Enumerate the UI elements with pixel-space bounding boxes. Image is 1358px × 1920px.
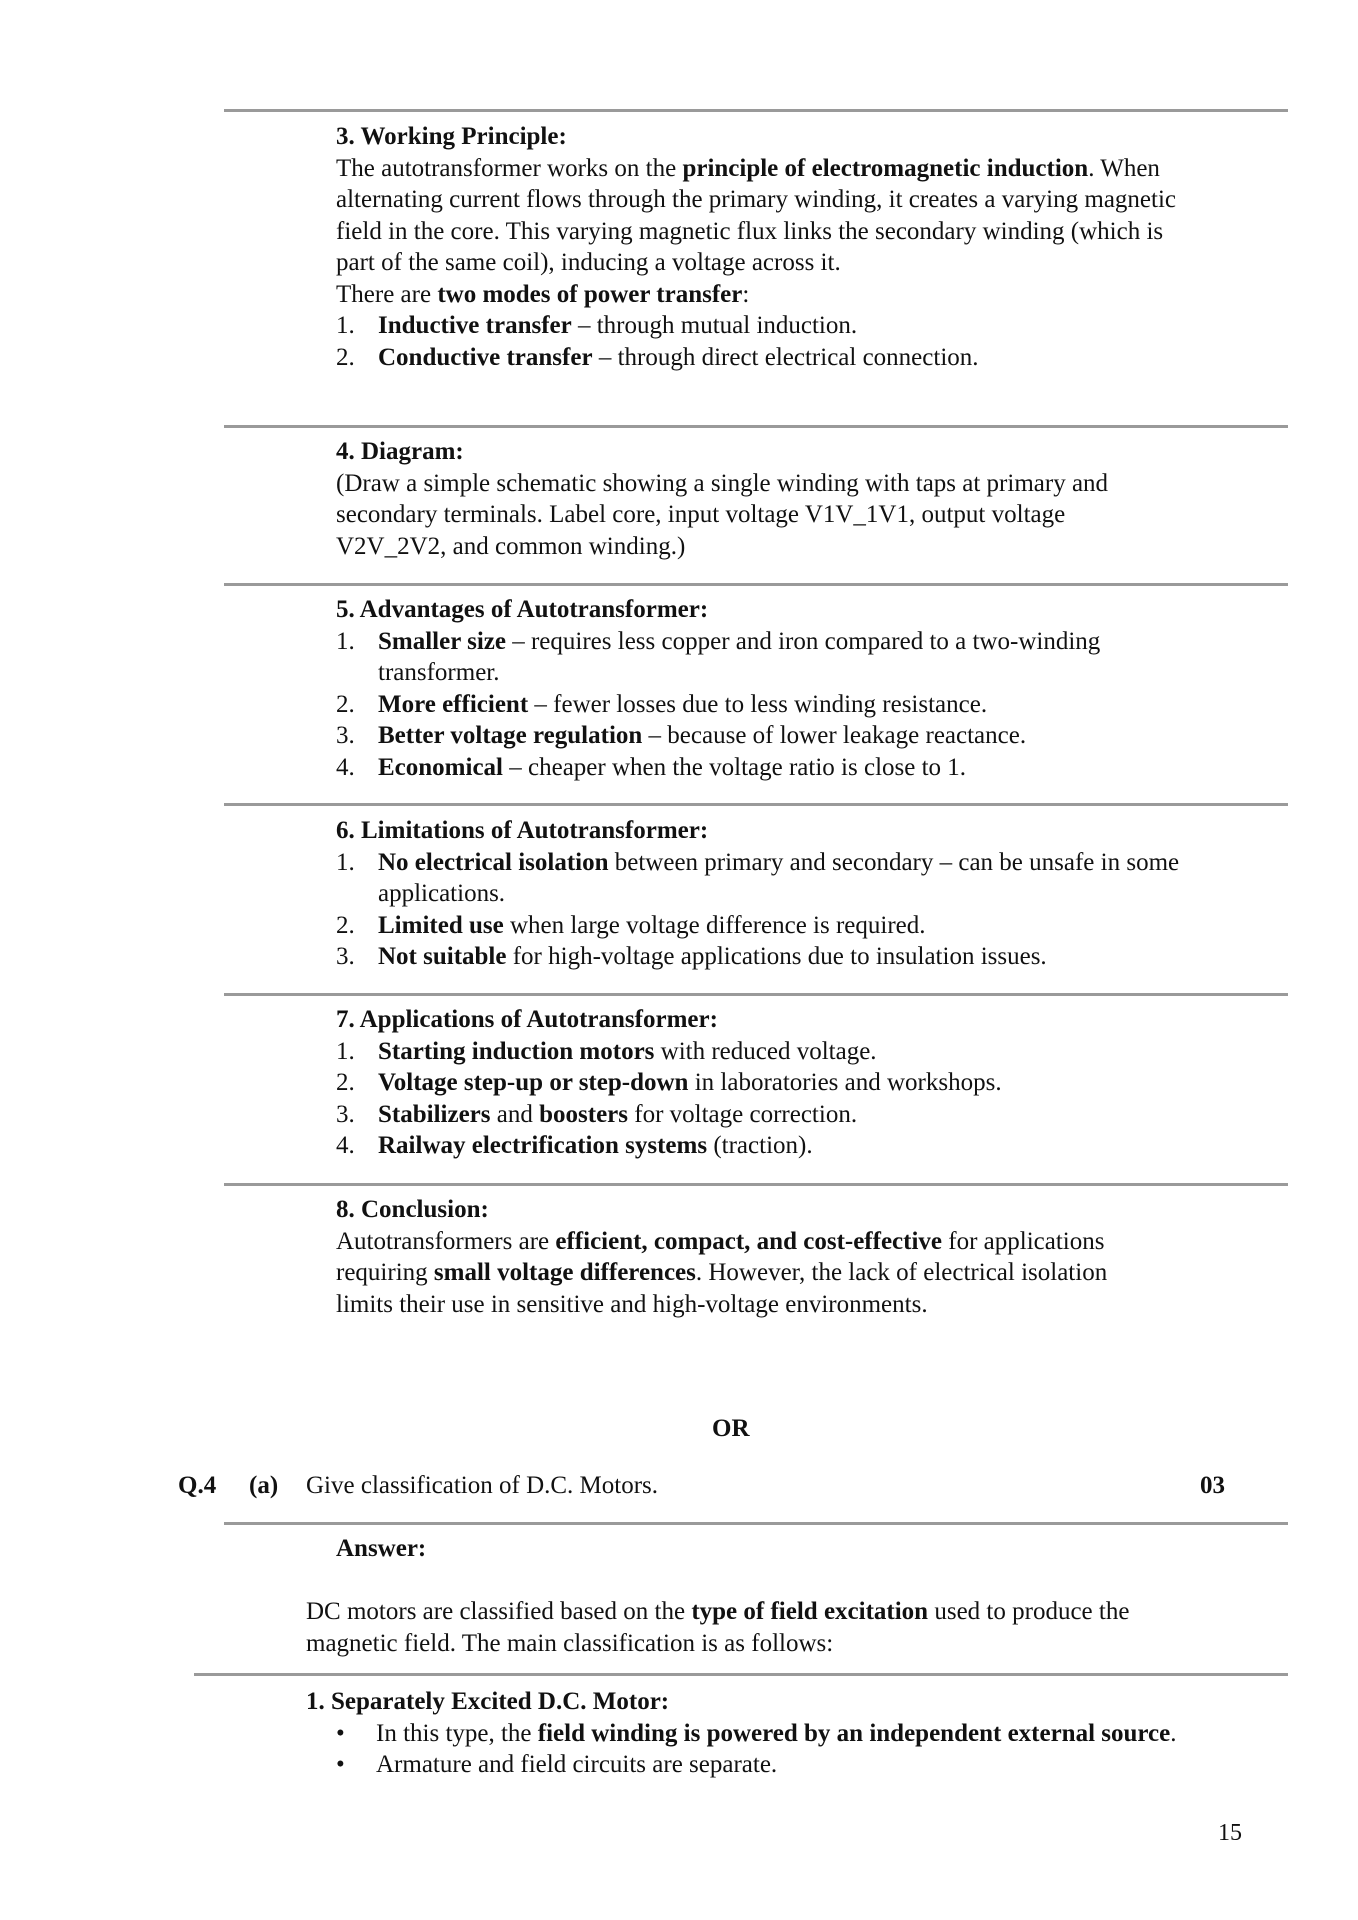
section-separately-excited xyxy=(306,1686,1206,1781)
list-item: 2. Conductive transfer – through direct electrical connection. xyxy=(336,343,979,371)
numbered-list xyxy=(336,626,1196,784)
list-item: 1. Starting induction motors with reduced voltage. xyxy=(336,1037,877,1065)
section-divider xyxy=(224,803,1288,806)
section-applications xyxy=(336,1004,1196,1162)
section-advantages xyxy=(336,594,1196,783)
question-marks: 03 xyxy=(1200,1472,1225,1499)
question-part: (a) xyxy=(249,1472,279,1499)
answer-label: Answer: xyxy=(336,1535,427,1562)
list-item: • In this type, the field winding is powered by an independent external source. xyxy=(306,1718,1206,1750)
list-item: 3. Stabilizers and boosters for voltage correction. xyxy=(336,1100,858,1128)
list-item: 2. Voltage step-up or step-down in laboratories and workshops. xyxy=(336,1069,1002,1096)
numbered-list xyxy=(336,310,1196,373)
section-heading: 5. Advantages of Autotransformer: xyxy=(336,596,709,623)
list-item: 2. More efficient – fewer losses due to less winding resistance. xyxy=(336,690,988,718)
paragraph: Autotransformers are efficient, compact, and cost-effective for applications requiring small voltage differences. However, the lack of electrical isolation limits their use in sensitive and high-voltage environments. xyxy=(336,1227,1108,1318)
list-item: 4. Railway electrification systems (traction). xyxy=(336,1132,813,1159)
section-divider xyxy=(224,425,1288,428)
list-item: 1. No electrical isolation between primary and secondary – can be unsafe in some applications. xyxy=(336,848,1180,907)
section-working-principle xyxy=(336,121,1196,373)
section-heading: 3. Working Principle: xyxy=(336,123,567,150)
numbered-list xyxy=(336,847,1196,973)
list-item: 3. Not suitable for high-voltage applications due to insulation issues. xyxy=(336,943,1047,970)
question-text: Give classification of D.C. Motors. xyxy=(306,1472,659,1499)
list-item: 1. Smaller size – requires less copper and iron compared to a two-winding transformer. xyxy=(336,627,1101,686)
answer-paragraph: DC motors are classified based on the type of field excitation used to produce the magnetic field. The main classification is as follows: xyxy=(306,1598,1130,1657)
section-divider xyxy=(224,583,1288,586)
paragraph: The autotransformer works on the principle of electromagnetic induction. When alternating current flows through the primary winding, it creates a varying magnetic field in the core. This varying magnetic flux links the secondary winding (which is part of the same coil), inducing a voltage across it. xyxy=(336,154,1177,276)
or-separator: OR xyxy=(712,1415,750,1442)
section-divider xyxy=(224,1183,1288,1186)
section-diagram xyxy=(336,436,1196,562)
paragraph: There are two modes of power transfer: xyxy=(336,280,750,308)
question-number: Q.4 xyxy=(178,1472,217,1499)
bullet-list xyxy=(306,1718,1206,1781)
bullet-icon: • xyxy=(336,1719,345,1747)
list-item: 2. Limited use when large voltage difference is required. xyxy=(336,911,926,939)
section-heading: 4. Diagram: xyxy=(336,438,464,465)
section-divider xyxy=(224,109,1288,112)
section-limitations xyxy=(336,815,1196,973)
paragraph: (Draw a simple schematic showing a single winding with taps at primary and secondary terminals. Label core, input voltage V1V_1V1, output voltage V2V_2V2, and common winding.) xyxy=(336,469,1109,560)
list-item: • Armature and field circuits are separate. xyxy=(306,1749,1206,1781)
numbered-list xyxy=(336,1036,1196,1162)
section-heading: 6. Limitations of Autotransformer: xyxy=(336,817,709,844)
bullet-icon: • xyxy=(336,1751,345,1778)
section-divider xyxy=(224,1522,1288,1525)
page-number: 15 xyxy=(1218,1820,1242,1846)
section-divider xyxy=(224,993,1288,996)
section-conclusion xyxy=(336,1194,1196,1320)
section-heading: 7. Applications of Autotransformer: xyxy=(336,1006,718,1033)
list-item: 4. Economical – cheaper when the voltage ratio is close to 1. xyxy=(336,753,967,781)
section-heading: 8. Conclusion: xyxy=(336,1196,489,1223)
section-divider xyxy=(194,1673,1288,1676)
list-item: 3. Better voltage regulation – because of lower leakage reactance. xyxy=(336,722,1027,749)
list-item: 1. Inductive transfer – through mutual induction. xyxy=(336,312,858,339)
section-heading: 1. Separately Excited D.C. Motor: xyxy=(306,1688,670,1715)
